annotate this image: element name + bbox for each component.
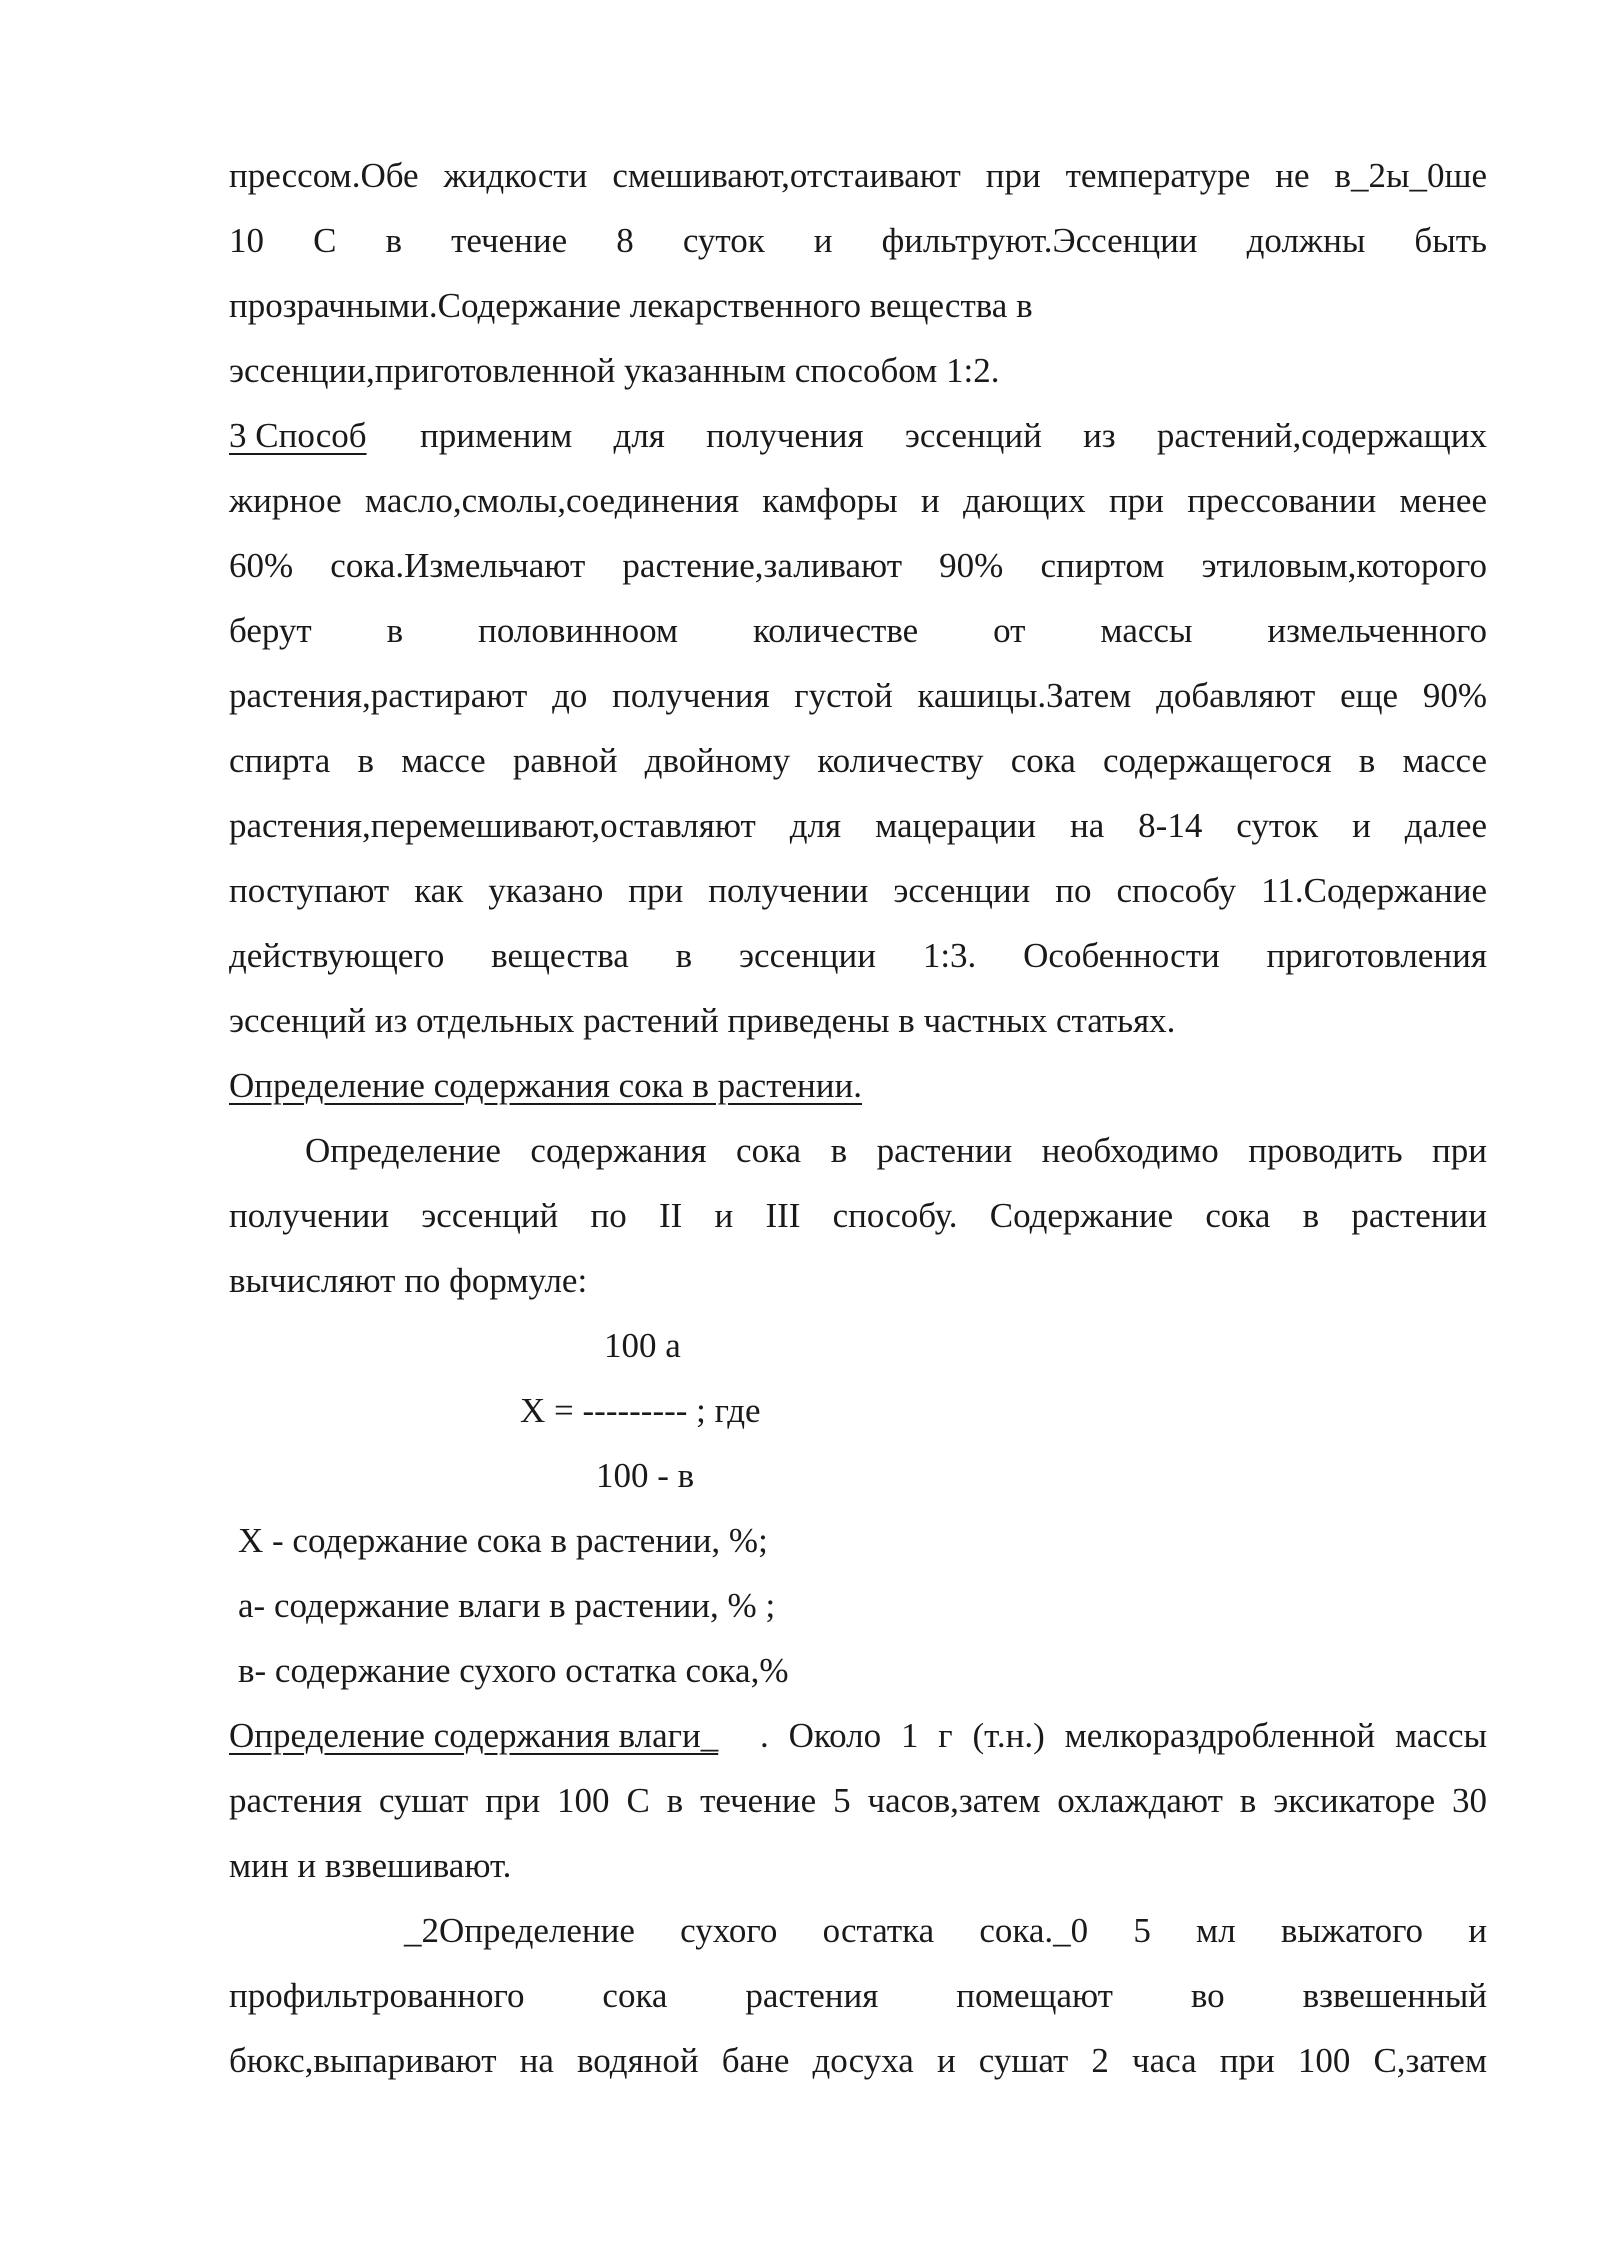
text-line: _2Определение сухого остатка сока._0 5 мл выжатого и [404, 1911, 1487, 1950]
text-line: растения сушат при 100 С в течение 5 часов,затем охлаждают в эксикаторе 30 [229, 1781, 1487, 1820]
formula-denominator: 100 - в [596, 1456, 695, 1495]
text-line: эссенции,приготовленной указанным способом 1:2. [229, 351, 1000, 390]
text-line: применим для получения эссенций из растений,содержащих [420, 416, 1487, 455]
legend-a: а- содержание влаги в растении, % ; [238, 1586, 776, 1625]
text-line: профильтрованного сока растения помещают во взвешенный [229, 1976, 1487, 2015]
text-line: действующего вещества в эссенции 1:3. Особенности приготовления [229, 936, 1487, 975]
text-line: спирта в массе равной двойному количеству сока содержащегося в массе [229, 741, 1487, 780]
text-line: прессом.Обе жидкости смешивают,отстаивают при температуре не в_2ы_0ше [229, 156, 1487, 195]
juice-section-heading [229, 1062, 1487, 1110]
moisture-heading: Определение содержания влаги_ [229, 1716, 719, 1755]
text-line: жирное масло,смолы,соединения камфоры и дающих при прессовании менее [229, 481, 1487, 520]
text-line: берут в половинноом количестве от массы измельченного [229, 611, 1487, 650]
text-line: 60% сока.Измельчают растение,заливают 90% спиртом этиловым,которого [229, 546, 1487, 585]
text-line: прозрачными.Содержание лекарственного вещества в [229, 286, 1033, 325]
section-heading-text: Определение содержания сока в растении. [229, 1066, 862, 1105]
method-3-heading: 3 Способ [229, 416, 367, 455]
text-line: мин и взвешивают. [229, 1846, 512, 1885]
text-line: бюкс,выпаривают на водяной бане досуха и сушат 2 часа при 100 С,затем [229, 2041, 1487, 2080]
text-line: . Около 1 г (т.н.) мелкораздробленной массы [760, 1716, 1487, 1755]
legend-x: X - содержание сока в растении, %; [238, 1521, 768, 1560]
text-line: растения,перемешивают,оставляют для мацерации на 8-14 суток и далее [229, 806, 1487, 845]
moisture-line [229, 1712, 1487, 1760]
method-3-line [229, 412, 1487, 460]
text-line: 10 С в течение 8 суток и фильтруют.Эссенции должны быть [229, 221, 1487, 260]
formula-numerator: 100 а [604, 1326, 681, 1365]
text-line: вычисляют по формуле: [229, 1261, 588, 1300]
text-line: поступают как указано при получении эссенции по способу 11.Содержание [229, 871, 1487, 910]
text-line: Определение содержания сока в растении необходимо проводить при [305, 1131, 1487, 1170]
text-line: эссенций из отдельных растений приведены в частных статьях. [229, 1001, 1176, 1040]
text-line: растения,растирают до получения густой кашицы.Затем добавляют еще 90% [229, 676, 1487, 715]
formula-main: X = --------- ; где [520, 1391, 761, 1430]
text-line: получении эссенций по II и III способу. Содержание сока в растении [229, 1196, 1487, 1235]
legend-b: в- содержание сухого остатка сока,% [238, 1651, 789, 1690]
